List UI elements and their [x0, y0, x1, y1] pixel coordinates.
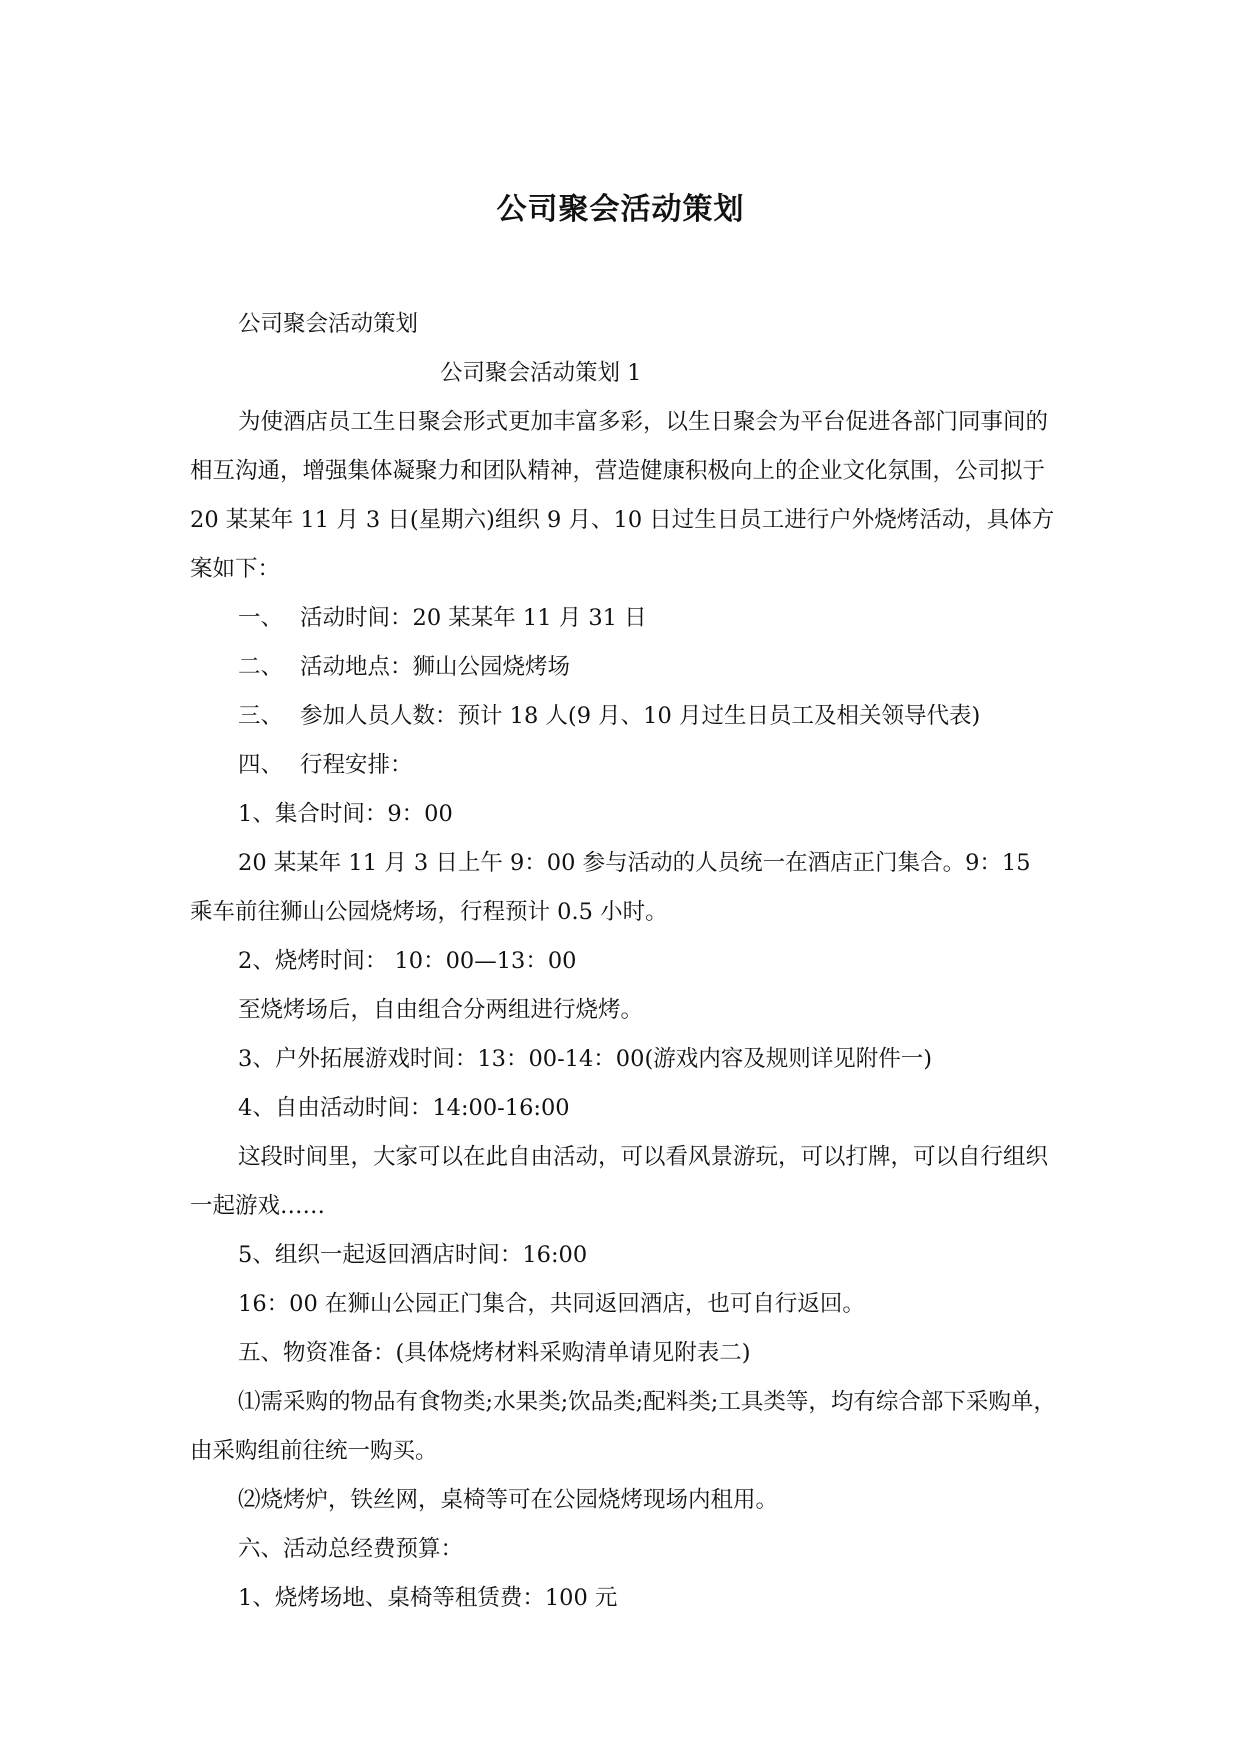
schedule-item-1: 1、集合时间：9：00: [238, 801, 453, 827]
section-4: [190, 741, 1060, 790]
schedule-item-2-detail: 至烧烤场后，自由组合分两组进行烧烤。: [238, 997, 644, 1023]
budget-item-1: 1、烧烤场地、桌椅等租赁费：100 元: [238, 1585, 618, 1611]
section-1: [190, 594, 1060, 643]
schedule-item-5: 5、组织一起返回酒店时间：16:00: [238, 1242, 588, 1268]
section-4-number: 四、: [238, 752, 284, 778]
schedule-item-1-detail: 20 某某年 11 月 3 日上午 9：00 参与活动的人员统一在酒店正门集合。9：15 乘车前往狮山公园烧烤场，行程预计 0.5 小时。: [190, 850, 1031, 925]
section-5: 五、物资准备：(具体烧烤材料采购清单请见附表二): [238, 1340, 751, 1366]
section-1-number: 一、: [238, 605, 284, 631]
section-1-text: 活动时间：20 某某年 11 月 31 日: [300, 605, 647, 631]
section-3-text: 参加人员人数：预计 18 人(9 月、10 月过生日员工及相关领导代表): [300, 703, 981, 729]
document-body: [190, 300, 1060, 1623]
intro-paragraph: 为使酒店员工生日聚会形式更加丰富多彩，以生日聚会为平台促进各部门同事间的相互沟通，增强集体凝聚力和团队精神，营造健康积极向上的企业文化氛围，公司拟于 20 某某年 11 月 3 日(星期六)组织 9 月、10 日过生日员工进行户外烧烤活动，具体方案如下：: [190, 409, 1055, 582]
schedule-item-4-detail: 这段时间里，大家可以在此自由活动，可以看风景游玩，可以打牌，可以自行组织一起游戏……: [190, 1144, 1049, 1219]
section-4-text: 行程安排：: [300, 752, 413, 778]
schedule-item-3: 3、户外拓展游戏时间：13：00-14：00(游戏内容及规则详见附件一): [238, 1046, 932, 1072]
document-title: 公司聚会活动策划: [496, 192, 745, 227]
schedule-item-2: 2、烧烤时间： 10：00—13：00: [238, 948, 577, 974]
schedule-item-4: 4、自由活动时间：14:00-16:00: [238, 1095, 570, 1121]
schedule-item-5-detail: 16：00 在狮山公园正门集合，共同返回酒店，也可自行返回。: [238, 1291, 865, 1317]
section-2: [190, 643, 1060, 692]
supply-item-1: ⑴需采购的物品有食物类;水果类;饮品类;配料类;工具类等，均有综合部下采购单，由采购组前往统一购买。: [190, 1389, 1056, 1464]
section-3: [190, 692, 1060, 741]
subheading: 公司聚会活动策划 1: [440, 360, 642, 386]
section-3-number: 三、: [238, 703, 284, 729]
section-6: 六、活动总经费预算：: [238, 1536, 464, 1562]
section-2-text: 活动地点：狮山公园烧烤场: [300, 654, 571, 680]
section-2-number: 二、: [238, 654, 284, 680]
heading: 公司聚会活动策划: [238, 311, 419, 337]
supply-item-2: ⑵烧烤炉，铁丝网，桌椅等可在公园烧烤现场内租用。: [238, 1487, 779, 1513]
